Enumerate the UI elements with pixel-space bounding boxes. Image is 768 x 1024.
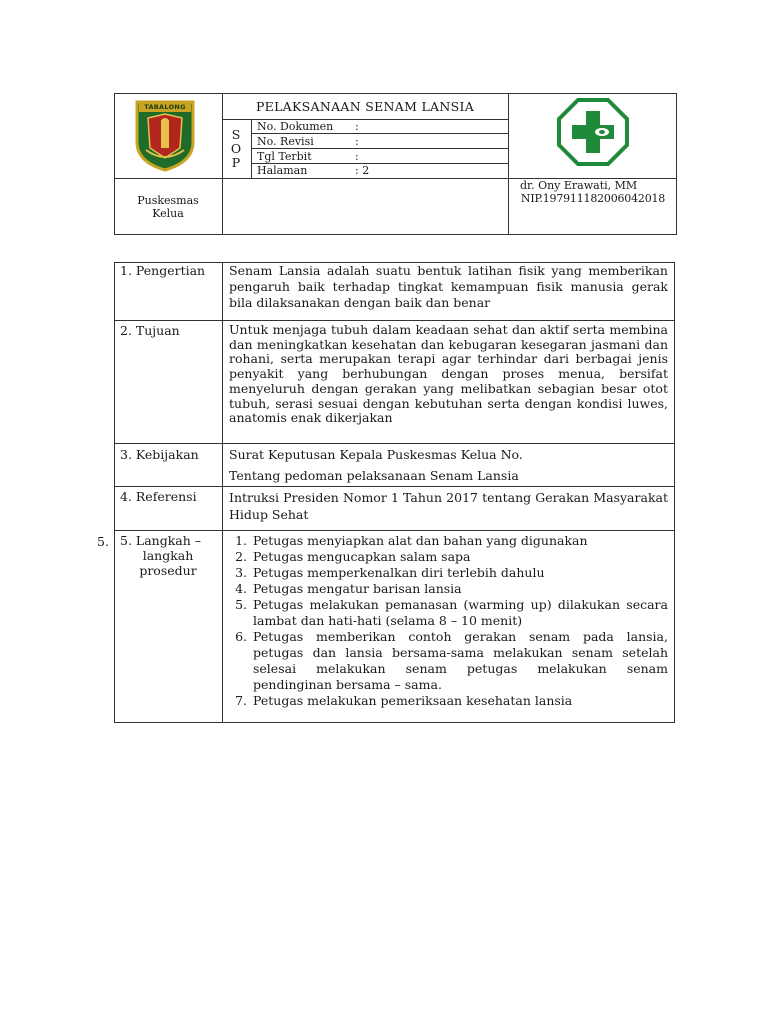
procedure-step: 7. Petugas melakukan pemeriksaan kesehatan lansia [251, 693, 668, 709]
sop-letter-p: P [231, 155, 241, 170]
row-divider [114, 443, 675, 444]
langkah-label-line1: 5. Langkah – [120, 533, 202, 548]
kebijakan-label: 3. Kebijakan [120, 447, 199, 462]
doc-row-line [251, 148, 508, 149]
header-divider-right [508, 93, 509, 235]
page-value: : 2 [355, 164, 370, 177]
langkah-label-line3: prosedur [139, 563, 197, 578]
row-divider [114, 486, 675, 487]
procedure-step: 5. Petugas melakukan pemanasan (warming up) dilakukan secara lambat dan hati-hati (selama 8 – 10 menit) [251, 597, 668, 629]
sop-letter-o: O [230, 141, 242, 156]
page-title: PELAKSANAAN SENAM LANSIA [255, 99, 475, 114]
header-divider-left [222, 93, 223, 235]
issue-date-label: Tgl Terbit [257, 150, 312, 163]
kebijakan-line1: Surat Keputusan Kepala Puskesmas Kelua No. [229, 447, 523, 462]
logo-caption: TABALONG [144, 103, 186, 111]
doc-number-value: : [355, 120, 359, 133]
tujuan-label: 2. Tujuan [120, 323, 180, 338]
issue-date-value: : [355, 150, 359, 163]
org-name-line2: Kelua [152, 207, 184, 220]
procedure-step: 2. Petugas mengucapkan salam sapa [251, 549, 668, 565]
row-divider [114, 530, 675, 531]
procedure-step: 1. Petugas menyiapkan alat dan bahan yang digunakan [251, 533, 668, 549]
signer-nip: NIP.197911182006042018 [520, 192, 666, 205]
doc-number-label: No. Dokumen [257, 120, 334, 133]
pengertian-label: 1. Pengertian [120, 263, 206, 278]
procedure-steps [229, 533, 668, 709]
sop-letter-s: S [231, 127, 241, 142]
procedure-step: 4. Petugas mengatur barisan lansia [251, 581, 668, 597]
pengertian-text: Senam Lansia adalah suatu bentuk latihan fisik yang memberikan pengaruh baik terhadap tingkat kemampuan fisik manusia gerak bila dilaksanakan dengan baik dan benar [229, 263, 668, 310]
signer-name: dr. Ony Erawati, MM [520, 179, 638, 192]
referensi-label: 4. Referensi [120, 489, 197, 504]
puskesmas-logo [556, 97, 630, 167]
kebijakan-line2: Tentang pedoman pelaksanaan Senam Lansia [229, 468, 519, 483]
outer-list-number: 5. [97, 534, 109, 549]
procedure-step-list [229, 533, 668, 709]
langkah-label-line2: langkah [142, 548, 194, 563]
doc-row-line [251, 133, 508, 134]
revision-label: No. Revisi [257, 135, 314, 148]
tujuan-text: Untuk menjaga tubuh dalam keadaan sehat dan aktif serta membina dan meningkatkan kesehatan dan kebugaran kesegaran jasmani dan rohani, serta merupakan terapi agar terhindar dari berbagai jenis penyakit yang berhubungan dengan proses menua, bersifat menyeluruh dengan gerakan yang melibatkan sebagian besar otot tubuh, serasi sesuai dengan kebutuhan serta dengan kondisi luwes, anatomis enak dikerjakan [229, 322, 668, 426]
tabalong-logo [134, 100, 196, 172]
procedure-step: 6. Petugas memberikan contoh gerakan senam pada lansia, petugas dan lansia bersama-sama melakukan senam setelah selesai melakukan senam petugas melakukan senam pendinginan bersama – sama. [251, 629, 668, 693]
revision-value: : [355, 135, 359, 148]
org-name-line1: Puskesmas [137, 194, 199, 207]
referensi-text: Intruksi Presiden Nomor 1 Tahun 2017 tentang Gerakan Masyarakat Hidup Sehat [229, 490, 668, 522]
row-divider [114, 320, 675, 321]
page-label: Halaman [257, 164, 308, 177]
procedure-step: 3. Petugas memperkenalkan diri terlebih dahulu [251, 565, 668, 581]
puskesmas-cross-icon [556, 97, 630, 167]
content-column-divider [222, 262, 223, 723]
